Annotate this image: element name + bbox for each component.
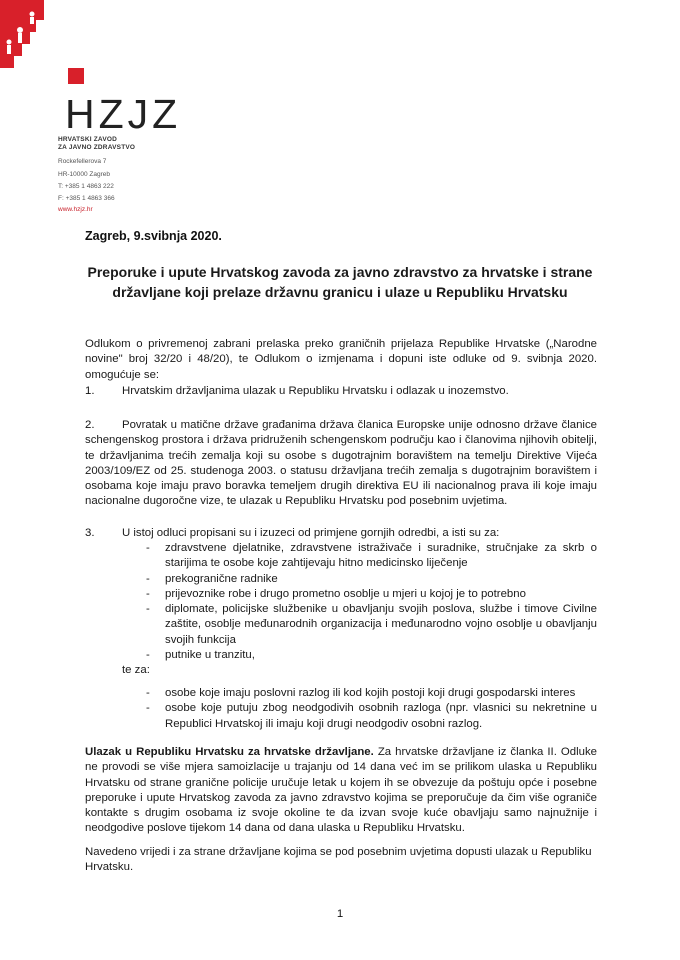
address-phone: T: +385 1 4863 222 [58, 183, 114, 190]
hzjz-corner-logo [0, 0, 44, 68]
item-number: 3. [85, 527, 95, 539]
logo-wordmark: HZJZ [65, 91, 182, 137]
list-item: - putnike u tranzitu, [146, 648, 597, 663]
address-street: Rockefellerova 7 [58, 158, 107, 165]
item-text: Hrvatskim državljanima ulazak u Republiku Hrvatsku i odlazak u inozemstvo. [122, 385, 509, 397]
foreign-nationals-paragraph: Navedeno vrijedi i za strane državljane kojima se pod posebnim uvjetima dopusti ulazak u Republiku Hrvatsku. [85, 846, 592, 874]
list-item: - prijevoznike robe i drugo prometno osoblje u mjeri u kojoj je to potrebno [146, 587, 597, 602]
website-link[interactable]: www.hzjz.hr [58, 206, 93, 213]
item-text: Povratak u matične države građanima država članica Europske unije odnosno države članice schengenskog prostora i država pridruženih schengenskom području kao i članovima njihovih obitelji, te državljanima trećih zemalja koji su osobe s dugotrajnim boravištem na temelju Direktive Vijeća 2003/109/EZ od 25. studenoga 2003. o statusu državljana trećih zemalja s dugotrajnim boravištem i osobama koje imaju pravo boravka temeljem drugih direktiva EU ili nacionalnog prava ili koje imaju nacionalne dugoročne vize, te ulazak u Republiku Hrvatsku pod posebnim uvjetima. [85, 419, 597, 508]
entry-body: Za hrvatske državljane iz članka II. Odluke ne provodi se više mjera samoizlacije u trajanju od 14 dana već im se prilikom ulaska u Republiku Hrvatsku od strane granične policije uručuje letak u kojem ih se obvezuje da poštuju opće i posebne preporuke i upute Hrvatskog zavoda za javno zdravstvo kojima se preporučuje da čim više ograniče kontakte s drugim osobama iz svoje okoline te da izvan svoje kuće obavljaju samo najnužnije i neodgodive poslove tijekom 14 dana od dana ulaska u Republiku Hrvatsku. [85, 746, 597, 835]
entry-heading: Ulazak u Republiku Hrvatsku za hrvatske državljane. [85, 746, 374, 758]
intro-paragraph: Odlukom o privremenoj zabrani prelaska preko graničnih prijelaza Republike Hrvatske („Narodne novine" broj 32/20 i 48/20), te Odlukom o izmjenama i dopuni iste odluke od 9. svibnja 2020. omogućuje se: [85, 338, 597, 381]
item-text: U istoj odluci propisani su i izuzeci od primjene gornjih odredbi, a isti su za: [122, 527, 500, 539]
document-title: Preporuke i upute Hrvatskog zavoda za javno zdravstvo za hrvatske i strane državljane koji prelaze državnu granicu i ulaze u Republiku Hrvatsku [87, 264, 593, 300]
exceptions-list [146, 541, 597, 663]
te-za-label: te za: [122, 664, 150, 676]
list-item: - osobe koje putuju zbog neodgodivih osobnih razloga (npr. vlasnici su nekretnine u Republici Hrvatskoj ili imaju koji drugi neodgodiv osobni razlog. [146, 701, 597, 732]
item-number: 1. [85, 385, 95, 397]
list-item: - zdravstvene djelatnike, zdravstvene istraživače i suradnike, stručnjake za skrb o starijima te osobe koje zahtijevaju hitno medicinsko liječenje [146, 541, 597, 572]
item-number: 2. [85, 419, 95, 431]
list-item: - osobe koje imaju poslovni razlog ili kod kojih postoji koji drugi gospodarski interes [146, 686, 597, 701]
document-date: Zagreb, 9.svibnja 2020. [85, 229, 222, 243]
logo-red-square [68, 68, 84, 84]
page-number: 1 [336, 908, 344, 920]
address-fax: F: +385 1 4863 366 [58, 195, 115, 202]
exceptions-list-secondary [146, 686, 597, 732]
entry-paragraph [85, 745, 597, 837]
organization-name: HRVATSKI ZAVOD ZA JAVNO ZDRAVSTVO [58, 136, 136, 151]
list-item: - prekogranične radnike [146, 572, 597, 587]
address-city: HR-10000 Zagreb [58, 171, 111, 178]
list-item: - diplomate, policijske službenike u obavljanju svojih poslova, službe i timove Civilne zaštite, osoblje međunarodnih organizacija i međunarodno vojno osoblje u obavljanju svojih funkcija [146, 602, 597, 648]
